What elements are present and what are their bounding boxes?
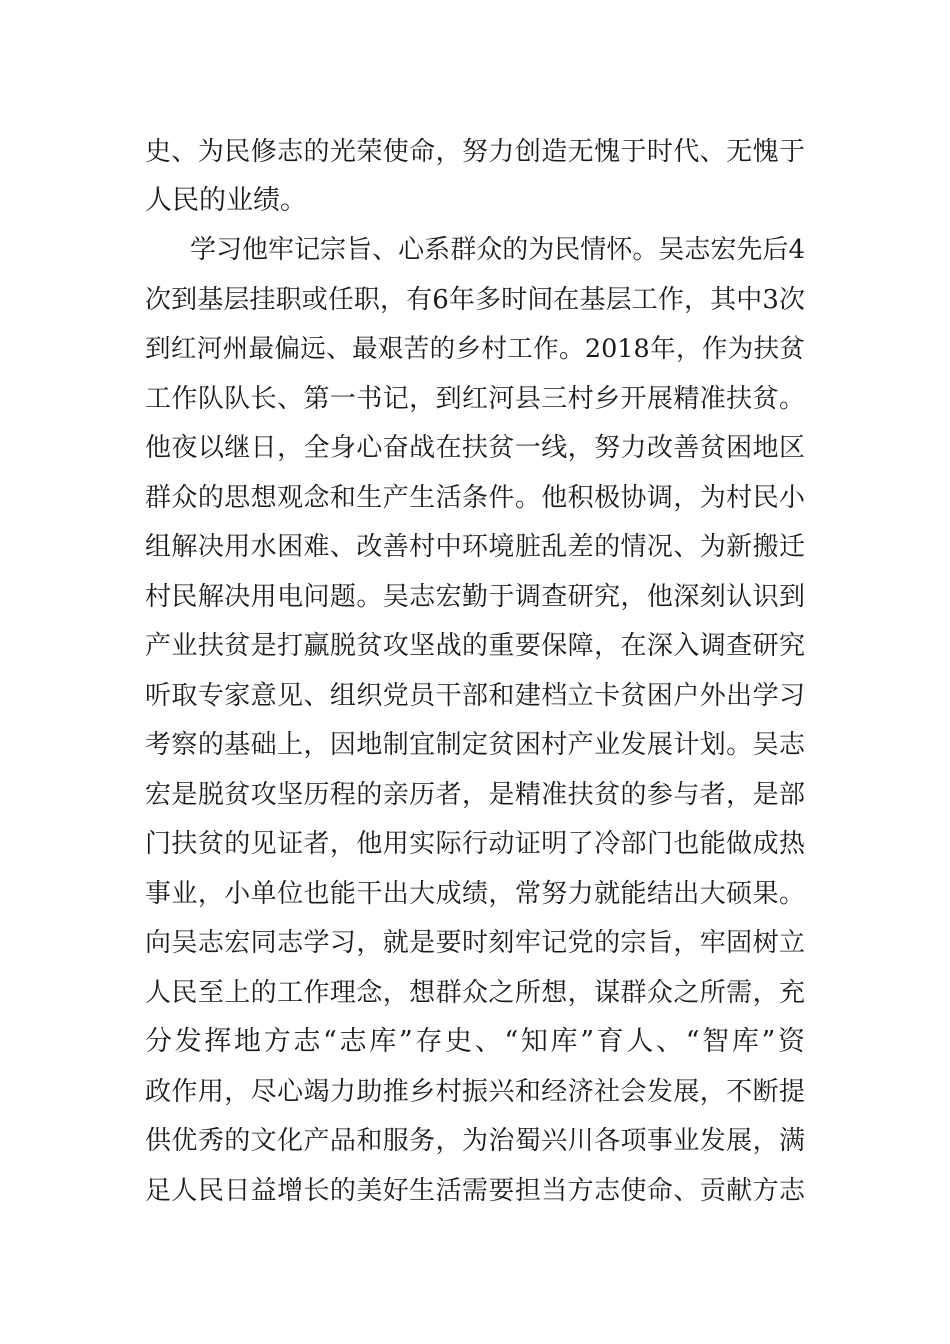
text-line-20: 政作用，尽心竭力助推乡村振兴和经济社会发展，不断提 [145, 1077, 805, 1107]
text-line-22: 足人民日益增长的美好生活需要担当方志使命、贡献方志 [145, 1176, 805, 1206]
text-line-14: 宏是脱贫攻坚历程的亲历者，是精准扶贫的参与者，是部 [145, 780, 805, 810]
text-line-7: 他夜以继日，全身心奋战在扶贫一线，努力改善贫困地区 [145, 433, 805, 463]
text-line-3: 学习他牢记宗旨、心系群众的为民情怀。吴志宏先后4 [190, 235, 805, 265]
text-line-6: 工作队队长、第一书记，到红河县三村乡开展精准扶贫。 [145, 384, 805, 414]
text-line-21: 供优秀的文化产品和服务，为治蜀兴川各项事业发展，满 [145, 1126, 805, 1156]
text-line-8: 群众的思想观念和生产生活条件。他积极协调，为村民小 [145, 483, 805, 513]
text-line-10: 村民解决用电问题。吴志宏勤于调查研究，他深刻认识到 [145, 582, 805, 612]
text-line-18: 人民至上的工作理念，想群众之所想，谋群众之所需，充 [145, 978, 805, 1008]
text-line-9: 组解决用水困难、改善村中环境脏乱差的情况、为新搬迁 [145, 532, 805, 562]
text-line-4: 次到基层挂职或任职，有6年多时间在基层工作，其中3次 [145, 285, 805, 315]
text-line-11: 产业扶贫是打赢脱贫攻坚战的重要保障，在深入调查研究 [145, 631, 805, 661]
text-line-13: 考察的基础上，因地制宜制定贫困村产业发展计划。吴志 [145, 730, 805, 760]
text-line-1: 史、为民修志的光荣使命，努力创造无愧于时代、无愧于 [145, 137, 805, 167]
text-line-19: 分发挥地方志“志库”存史、“知库”育人、“智库”资 [145, 1026, 805, 1057]
text-line-16: 事业，小单位也能干出大成绩，常努力就能结出大硕果。 [145, 879, 805, 909]
text-line-15: 门扶贫的见证者，他用实际行动证明了冷部门也能做成热 [145, 829, 805, 859]
text-line-12: 听取专家意见、组织党员干部和建档立卡贫困户外出学习 [145, 681, 805, 711]
text-line-17: 向吴志宏同志学习，就是要时刻牢记党的宗旨，牢固树立 [145, 928, 805, 958]
text-line-2: 人民的业绩。 [145, 185, 307, 216]
text-line-5: 到红河州最偏远、最艰苦的乡村工作。2018年，作为扶贫 [145, 334, 805, 364]
